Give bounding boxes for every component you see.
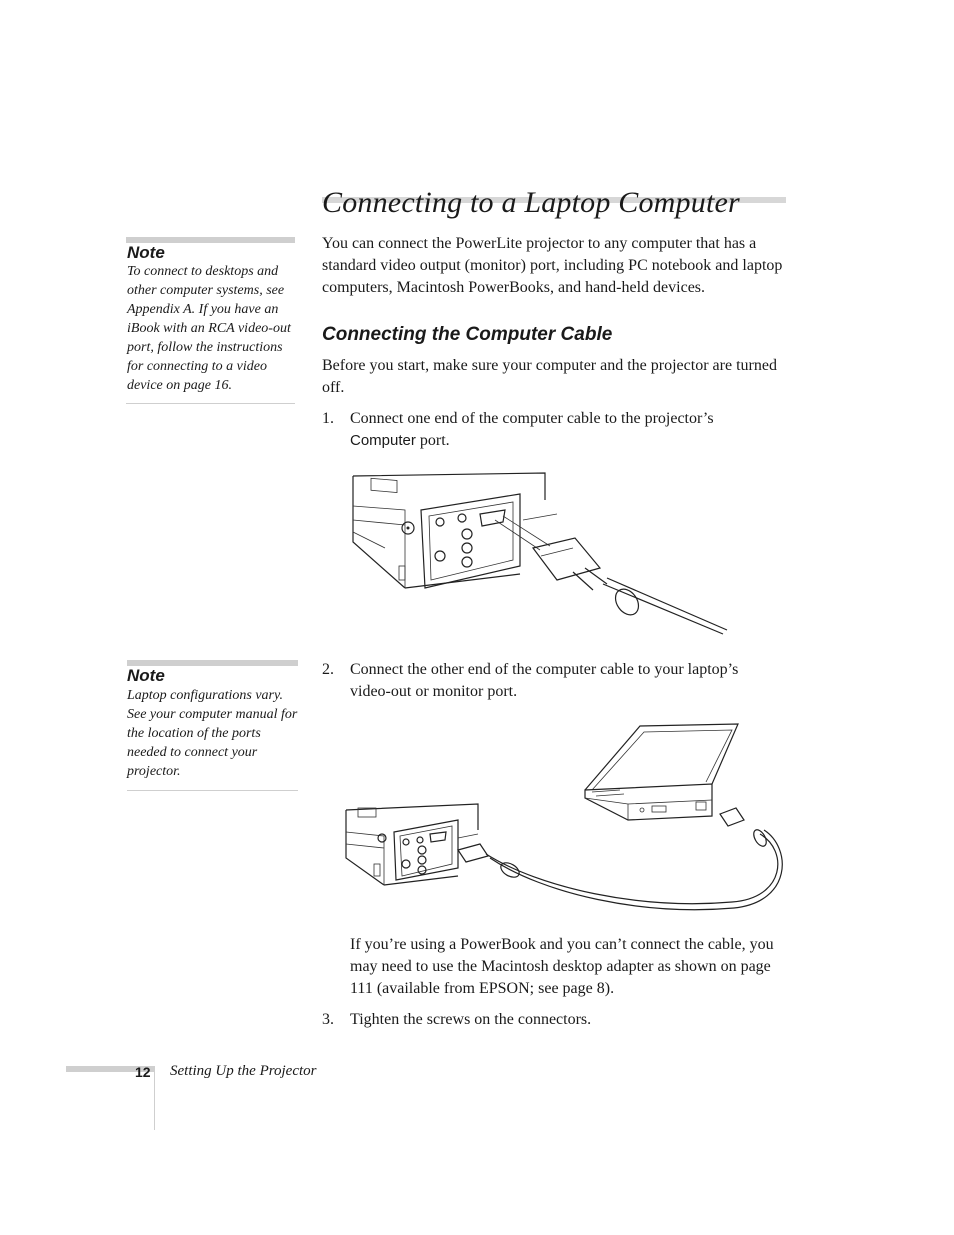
- step-1-text-after: port.: [419, 432, 450, 449]
- powerbook-paragraph: If you’re using a PowerBook and you can’t connect the cable, you may need to use the Macintosh desktop adapter as shown on page 111 (available from EPSON; see page 8).: [350, 936, 774, 997]
- step-1-number: 1.: [322, 410, 334, 427]
- computer-port-label: Computer: [350, 432, 416, 449]
- step-2-number: 2.: [322, 661, 334, 678]
- step-3-number: 3.: [322, 1011, 334, 1028]
- before-start-paragraph: Before you start, make sure your computer and the projector are turned off.: [322, 357, 777, 396]
- note-1-text: To connect to desktops and other computer systems, see Appendix A. If you have an iBook with an RCA video-out port, follow the instructions for connecting to a video device on page 16.: [127, 264, 291, 393]
- note-1-rule: [126, 403, 295, 404]
- step-1-text-before: Connect one end of the computer cable to the projector’s: [350, 410, 714, 427]
- note-2-rule: [127, 790, 298, 791]
- projector-cable-illustration: [345, 470, 730, 645]
- intro-paragraph: You can connect the PowerLite projector to any computer that has a standard video output (monitor) port, including PC notebook and laptop computers, Macintosh PowerBooks, and hand-held devices.: [322, 235, 783, 296]
- note-2-heading: Note: [127, 666, 165, 685]
- note-2-text: Laptop configurations vary. See your computer manual for the location of the ports needed to connect your projector.: [127, 688, 298, 779]
- footer-rule: [154, 1066, 155, 1130]
- step-3-text: Tighten the screws on the connectors.: [350, 1011, 592, 1028]
- step-2-text: Connect the other end of the computer cable to your laptop’s video-out or monitor port.: [350, 661, 739, 700]
- step-1-text: [350, 408, 770, 452]
- page-number: 12: [135, 1064, 151, 1080]
- note-1-heading: Note: [127, 243, 165, 262]
- page-title: Connecting to a Laptop Computer: [322, 186, 740, 219]
- running-head: Setting Up the Projector: [170, 1063, 317, 1079]
- laptop-projector-illustration: [340, 720, 790, 915]
- section-heading: Connecting the Computer Cable: [322, 324, 613, 345]
